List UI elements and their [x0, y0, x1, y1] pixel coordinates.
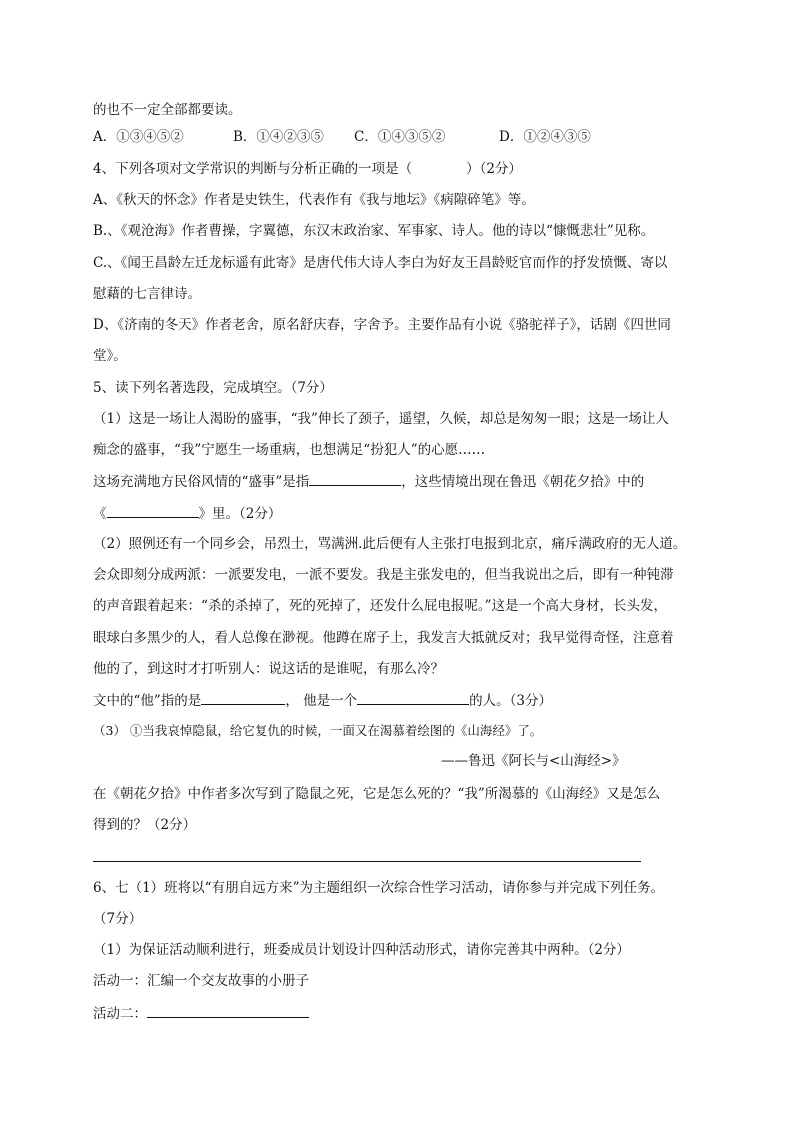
q4-choice-d-line1: D、《济南的冬天》作者老舍，原名舒庆春，字舍予。主要作品有小说《骆驼祥子》，话剧《四世同 [93, 317, 671, 333]
passage-2-question-mid: ， 他是一个 [285, 693, 358, 709]
option-d: D．①②④③⑤ [499, 129, 591, 145]
passage-2-line3: 的声音跟着起来：“杀的杀掉了，死的死掉了，还发什么屁电报呢。”这是一个高大身材，长头发， [93, 598, 668, 614]
q4-choice-a: A、《秋天的怀念》作者是史铁生，代表作有《我与地坛》《病隙碎笔》等。 [93, 192, 535, 208]
answer-blank-festival[interactable] [309, 471, 401, 486]
passage-1-line1: （1）这是一场让人渴盼的盛事，“我”伸长了颈子，遥望，久候，却总是匆匆一眼；这是一场让人 [93, 411, 669, 427]
activity-two [93, 1003, 309, 1024]
passage-1-question-line2 [93, 503, 281, 524]
question-4-stem [93, 159, 522, 179]
question-4-score: ）（2分） [466, 161, 522, 177]
passage-2-line1: （2）照例还有一个同乡会，吊烈士，骂满洲.此后便有人主张打电报到北京，痛斥满政府的无人道。 [93, 536, 687, 552]
question-4-stem-text: 4、下列各项对文学常识的判断与分析正确的一项是（ [93, 161, 413, 177]
question-6-stem-line2: （7分） [93, 911, 143, 927]
passage-2-line5: 他的了，到这时才打听别人：说这话的是谁呢，有那么冷？ [93, 661, 444, 677]
passage-2-question-text: 文中的“他”指的是 [93, 693, 202, 709]
question-6-part1: （1）为保证活动顺利进行，班委成员计划设计四种活动形式，请你完善其中两种。（2分） [93, 942, 630, 958]
option-c: C．①④③⑤② [354, 129, 446, 145]
passage-2-question-score: 的人。（3分） [469, 693, 552, 709]
passage-1-question-line1 [93, 471, 644, 492]
activity-two-label: 活动二： [93, 1006, 147, 1022]
passage-2-question [93, 690, 552, 711]
passage-2-line2: 会众即刻分成两派：一派要发电，一派不要发。我是主张发电的，但当我说出之后，即有一种钝滞 [93, 567, 674, 583]
passage-3-question-line1: 在《朝花夕拾》中作者多次写到了隐鼠之死，它是怎么死的？“我”所渴慕的《山海经》又是怎么 [93, 786, 661, 802]
passage-1-question-score: 》里。（2分） [198, 506, 282, 522]
q4-choice-b: B.、《观沧海》作者曹操，字翼德，东汉末政治家、军事家、诗人。他的诗以“慷慨悲壮”见称。 [93, 223, 655, 239]
q4-choice-c-line2: 慰藉的七言律诗。 [93, 286, 201, 302]
passage-2-line4: 眼球白多黑少的人，看人总像在渺视。他蹲在席子上，我发言大抵就反对；我早觉得奇怪，注意着 [93, 630, 674, 646]
question-6-stem-line1: 6、七（1）班将以“有朋自远方来”为主题组织一次综合性学习活动，请你参与并完成下列任务。 [93, 880, 664, 896]
open-quote: 《 [93, 506, 107, 522]
answer-blank-person[interactable] [357, 690, 469, 705]
passage-3-source: ——鲁迅《阿长与<山海经>》 [441, 753, 626, 769]
answer-blank-he[interactable] [201, 690, 285, 705]
answer-blank-activity-two[interactable] [147, 1003, 309, 1018]
passage-1-line2: 痴念的盛事，“我”宁愿生一场重病，也想满足“扮犯人”的心愿…… [93, 442, 486, 458]
passage-1-question-text2: ，这些情境出现在鲁迅《朝花夕拾》中的 [401, 474, 645, 490]
question-5-stem: 5、读下列名著选段，完成填空。（7分） [93, 380, 333, 396]
passage-3-question-line2: 得到的？（2分） [93, 817, 197, 833]
activity-one: 活动一：汇编一个交友故事的小册子 [93, 973, 309, 989]
option-a: A．①③④⑤② [93, 129, 184, 145]
option-b: B．①④②③⑤ [233, 129, 324, 145]
passage-1-question-text: 这场充满地方民俗风情的“盛事”是指 [93, 474, 310, 490]
answer-blank-essay-title[interactable] [107, 503, 199, 518]
q4-choice-d-line2: 堂》。 [93, 348, 127, 364]
q4-choice-c-line1: C.、《闻王昌龄左迁龙标遥有此寄》是唐代伟大诗人李白为好友王昌龄贬官而作的抒发愤慨、寄以 [93, 255, 668, 271]
answer-line[interactable] [93, 861, 641, 862]
passage-3-quote: （3） ①当我哀悼隐鼠，给它复仇的时候，一面又在渴慕着绘图的《山海经》了。 [93, 723, 543, 738]
q3-continuation: 的也不一定全部都要读。 [93, 102, 242, 118]
